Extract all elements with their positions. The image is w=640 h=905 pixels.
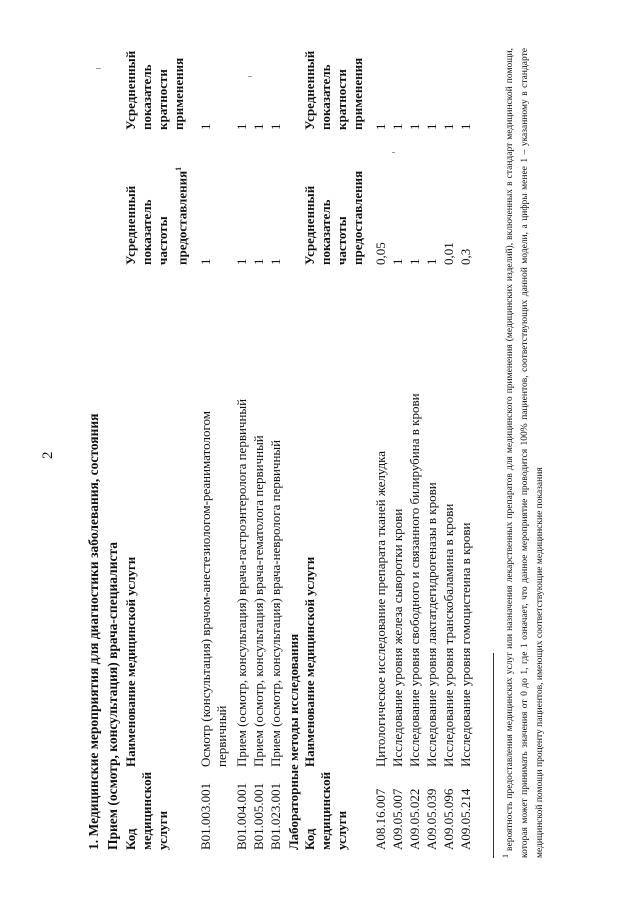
t1-row-4-multiplicity: 1 [268,123,283,130]
scan-speck [392,152,395,153]
t2-row-3-code: A09.05.022 [407,788,422,850]
t2-row-2-frequency: 1 [390,258,405,265]
t2-row-5-code: A09.05.096 [441,788,456,850]
t2-row-1-name: Цитологическое исследование препарата тканей желудка [373,450,388,767]
t1-header-multiplicity: Усредненный показатель кратности применения [123,50,186,130]
t2-row-1-frequency: 0,05 [373,242,388,265]
t1-row-1-frequency: 1 [198,258,213,265]
t2-row-1-code: A08.16.007 [373,788,388,850]
t1-row-4-frequency: 1 [268,258,283,265]
t2-row-1-multiplicity: 1 [373,123,388,130]
t2-row-5-multiplicity: 1 [441,123,456,130]
t2-row-3-multiplicity: 1 [407,123,422,130]
t2-row-6-name: Исследование уровня гомоцистеина в крови [458,522,473,767]
t2-row-5-name: Исследование уровня транскобаламина в крови [441,503,456,767]
t2-row-2-name: Исследование уровня железа сыворотки крови [390,508,405,767]
t1-row-4-code: B01.023.001 [268,782,283,850]
t2-header-multiplicity: Усредненный показатель кратности применения [302,50,365,130]
t1-row-1-name: Осмотр (консультация) врачом-анестезиологом-реаниматологом первичный [198,411,229,767]
section-heading [84,414,122,850]
t1-header-code: Код медицинской услуги [123,771,170,850]
footnote-marker: 1 [501,854,510,858]
t1-row-3-name: Прием (осмотр, консультация) врача-гематолога первичный [251,435,266,767]
t2-header-frequency: Усредненный показатель частоты предоставления [302,170,365,265]
t1-header-frequency: Усредненный показатель частоты предоставления$^1$ [123,166,190,265]
t2-row-2-multiplicity: 1 [390,123,405,130]
t1-row-2-code: B01.004.001 [234,782,249,850]
t2-row-4-name: Исследование уровня лактатдегидрогеназы в крови [424,482,439,767]
t2-row-3-name: Исследование уровня свободного и связанного билирубина в крови [407,393,422,767]
scan-speck [248,76,252,77]
section-lab-title: Лабораторные методы исследования [286,633,301,850]
t1-row-3-code: B01.005.001 [251,782,266,850]
t1-row-2-name: Прием (осмотр, консультация) врача-гастроэнтеролога первичный [234,398,249,767]
heading-line-2: Прием (осмотр, консультация) врача-специалиста [105,541,120,850]
t2-row-3-frequency: 1 [407,258,422,265]
heading-line-1: 1. Медицинские мероприятия для диагностики заболевания, состояния [86,413,101,850]
footnote-mark: 1 [174,166,183,171]
page-number: 2 [40,451,56,459]
t2-row-4-frequency: 1 [424,258,439,265]
t2-row-6-code: A09.05.214 [458,788,473,850]
t2-header-name: Наименование медицинской услуги [302,556,317,767]
t2-row-4-multiplicity: 1 [424,123,439,130]
footnote [498,48,548,858]
t2-header-code: Код медицинской услуги [302,771,349,850]
t1-row-3-multiplicity: 1 [251,123,266,130]
t1-row-2-frequency: 1 [234,258,249,265]
footnote-separator [493,653,494,858]
t1-row-2-multiplicity: 1 [234,123,249,130]
t1-row-3-frequency: 1 [251,258,266,265]
t2-row-6-multiplicity: 1 [458,123,473,130]
footnote-text: вероятность предоставления медицинских услуг или назначения лекарственных препаратов для медицинского применения (медицинских изделий), включенных в стандарт медицинской помощи, которая может принимать значения от 0 до 1, где 1 означает, что данное мероприятие проводится 100% пациентов, соответствующих данной модели, а цифры менее 1 – указанному в стандарте медицинской помощи проценту пациентов, имеющих соответствующие медицинские показания [505,48,546,858]
t2-row-5-frequency: 0,01 [441,242,456,265]
t1-row-4-name: Прием (осмотр, консультация) врача-невролога первичный [268,439,283,767]
t2-row-4-code: A09.05.039 [424,788,439,850]
t1-header-name: Наименование медицинской услуги [123,556,138,767]
t2-row-6-frequency: 0,3 [458,248,473,265]
t2-row-2-code: A09.05.007 [390,788,405,850]
t1-row-1-code: B01.003.001 [198,782,213,850]
scan-speck [96,68,101,69]
t1-row-1-multiplicity: 1 [198,123,213,130]
